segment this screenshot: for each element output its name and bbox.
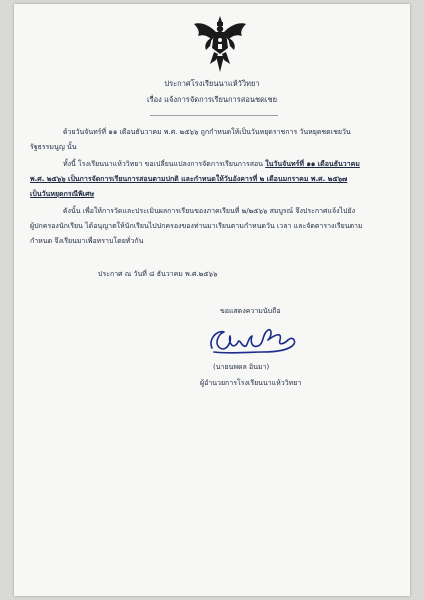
- handwritten-signature: [206, 322, 302, 362]
- para3-line2: ผู้ปกครองนักเรียน ได้อนุญาตให้นักเรียนไปปกครองของท่านมาเรียนตามกำหนดวัน เวลา และจัดตารางเรียนตาม: [30, 222, 363, 230]
- page-title: ประกาศโรงเรียนนาแห้วัวิทยา: [164, 79, 260, 88]
- para2-line2: พ.ศ. ๒๕๖๖ เป็นการจัดการเรียนการสอนตามปกติ และกำหนดให้วันอังคารที่ ๒ เดือนมกราคม พ.ศ. ๒๕๖๗: [30, 175, 348, 183]
- announce-date: ประกาศ ณ วันที่ ๘ ธันวาคม พ.ศ.๒๕๖๖: [98, 270, 218, 278]
- signer-name: (นายนพดล อินมา): [213, 363, 270, 371]
- para2-line1-plain: ทั้งนี้ โรงเรียนนาแห้ววิทยา ขอเปลี่ยนแปลงการจัดการเรียนการสอน: [63, 160, 266, 168]
- para2-line3: เป็นวันหยุดกรณีพิเศษ: [30, 190, 95, 198]
- closing-thanks: ขอแสดงความนับถือ: [220, 307, 281, 315]
- para1-line2: รัฐธรรมนูญ นั้น: [30, 143, 77, 151]
- garuda-emblem: [192, 14, 248, 74]
- title-divider: [150, 115, 278, 116]
- para2-line1: [63, 159, 360, 169]
- para3-line3: กำหนด จึงเรียนมาเพื่อทราบโดยทั่วกัน: [30, 237, 144, 245]
- subject-line: เรื่อง แจ้งการจัดการเรียนการสอนชดเชย: [147, 95, 277, 104]
- signer-position: ผู้อำนวยการโรงเรียนนาแห้ววิทยา: [200, 379, 302, 387]
- para3-line1: ดังนั้น เพื่อให้การวัดและประเมินผลการเรียนของภาคเรียนที่ ๒/๒๕๖๖ สมบูรณ์ จึงประกาศแจ้งไปยัง: [63, 207, 356, 215]
- document-page: [14, 4, 410, 596]
- para1-line1: ด้วยวันจันทร์ที่ ๑๑ เดือนธันวาคม พ.ศ. ๒๕๖๖ ถูกกำหนดให้เป็นวันหยุดราชการ วันหยุดชดเชยวัน: [63, 128, 351, 136]
- para2-line1-bold: ในวันจันทร์ที่ ๑๑ เดือนธันวาคม: [265, 160, 360, 168]
